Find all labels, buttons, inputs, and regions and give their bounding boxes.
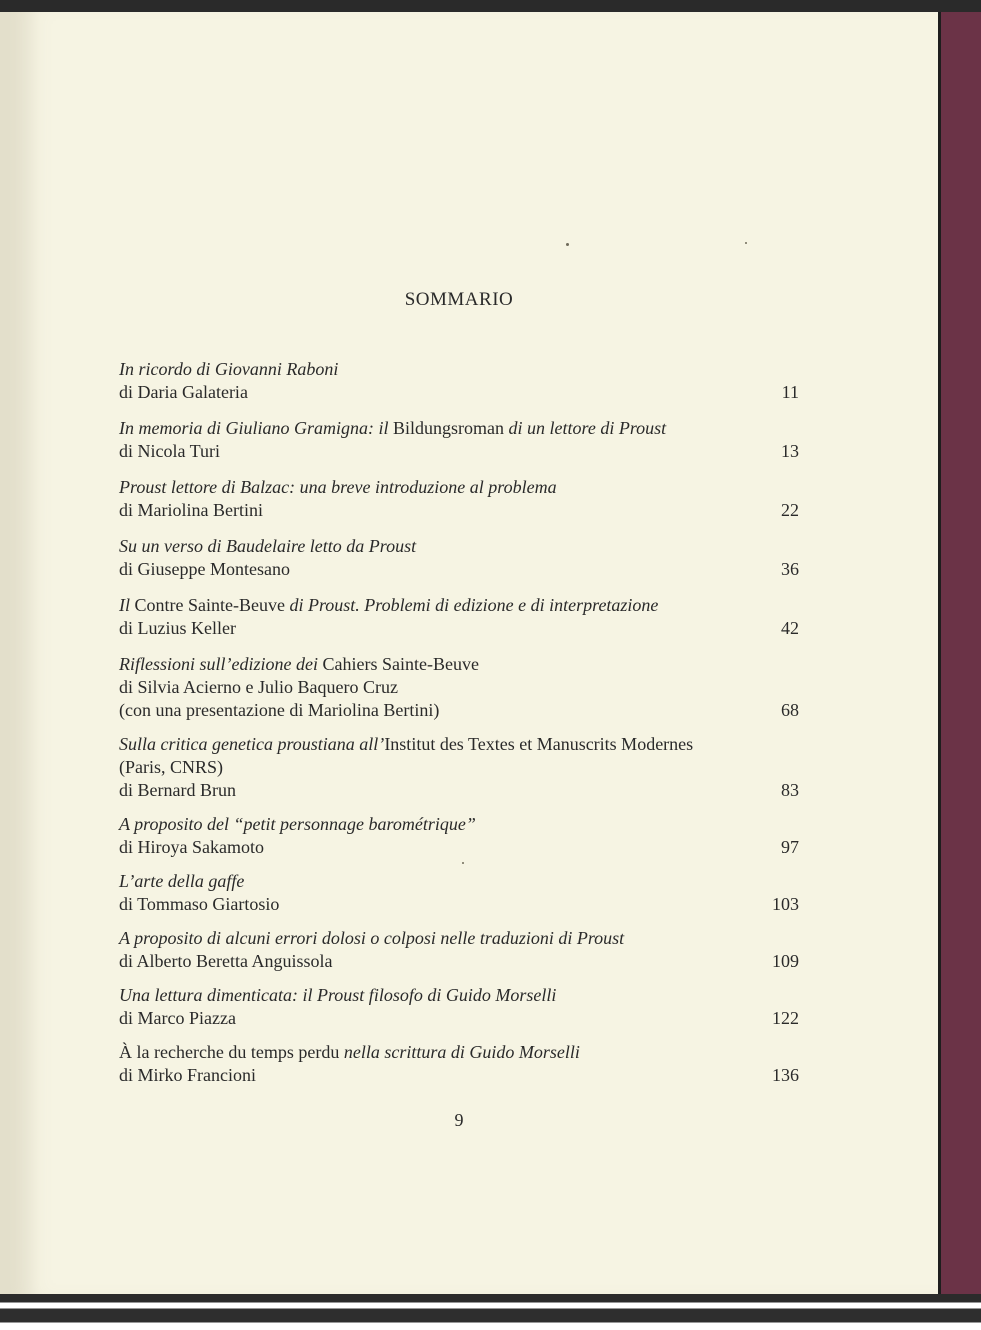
entry-page-number: 13 <box>781 441 799 461</box>
entry-title <box>119 417 799 440</box>
entry-title <box>119 870 799 893</box>
toc-entry <box>119 984 799 1030</box>
entry-title <box>119 733 799 756</box>
text-segment: Su un verso di Baudelaire letto da Proust <box>119 536 417 556</box>
entry-page-number: 136 <box>772 1065 799 1085</box>
print-speck <box>745 242 747 244</box>
text-segment: di Luzius Keller <box>119 618 236 638</box>
text-segment: Institut des Textes et Manuscrits Modernes <box>384 734 694 754</box>
entry-page-number: 42 <box>781 618 799 638</box>
entry-author <box>119 381 799 404</box>
top-binding-edge <box>0 0 981 12</box>
entry-author <box>119 676 799 699</box>
toc-entry <box>119 870 799 916</box>
text-segment: Cahiers Sainte-Beuve <box>322 654 479 674</box>
text-segment: di Daria Galateria <box>119 382 248 402</box>
entry-page-number: 103 <box>772 894 799 914</box>
entry-title <box>119 358 799 381</box>
entry-author <box>119 836 799 859</box>
entry-page-number: 83 <box>781 780 799 800</box>
toc-entry <box>119 417 799 463</box>
entry-author <box>119 617 799 640</box>
text-segment: A proposito del “petit personnage barométrique” <box>119 814 476 834</box>
text-segment: di Tommaso Giartosio <box>119 894 280 914</box>
text-segment: di un lettore di Proust <box>504 418 667 438</box>
text-segment: di Bernard Brun <box>119 780 236 800</box>
entry-page-number: 97 <box>781 837 799 857</box>
table-of-contents <box>119 358 799 1087</box>
print-speck <box>566 243 569 246</box>
entry-title <box>119 984 799 1007</box>
entry-author <box>119 699 799 722</box>
toc-entry <box>119 813 799 859</box>
entry-page-number: 109 <box>772 951 799 971</box>
entry-title <box>119 813 799 836</box>
text-segment: di Nicola Turi <box>119 441 221 461</box>
text-segment: Sulla critica genetica proustiana all’ <box>119 734 385 754</box>
text-segment: di Giuseppe Montesano <box>119 559 290 579</box>
toc-entry <box>119 1041 799 1087</box>
entry-author <box>119 499 799 522</box>
toc-entry <box>119 927 799 973</box>
page-number: 9 <box>454 1110 464 1130</box>
entry-title <box>119 594 799 617</box>
text-segment: A proposito di alcuni errori dolosi o colposi nelle traduzioni di Proust <box>119 928 625 948</box>
text-segment: (con una presentazione di Mariolina Bertini) <box>119 700 440 720</box>
toc-entry <box>119 594 799 640</box>
text-segment: Proust lettore di Balzac: una breve introduzione al problema <box>119 477 557 497</box>
entry-author <box>119 558 799 581</box>
entry-author <box>119 779 799 802</box>
text-segment: Il <box>119 595 135 615</box>
text-segment: di Proust. Problemi di edizione e di interpretazione <box>284 595 659 615</box>
text-segment: di Silvia Acierno e Julio Baquero Cruz <box>119 677 398 697</box>
entry-author <box>119 1064 799 1087</box>
entry-page-number: 11 <box>781 382 799 402</box>
toc-entry <box>119 653 799 722</box>
text-segment: Una lettura dimenticata: il Proust filosofo di Guido Morselli <box>119 985 557 1005</box>
text-segment: Contre Sainte-Beuve <box>134 595 285 615</box>
background-surface <box>940 0 981 1330</box>
entry-title <box>119 535 799 558</box>
toc-entry <box>119 476 799 522</box>
text-segment: Riflessioni sull’edizione dei <box>119 654 323 674</box>
entry-author <box>119 440 799 463</box>
entry-page-number: 122 <box>772 1008 799 1028</box>
bottom-binding-edge <box>0 1294 981 1330</box>
text-segment: (Paris, CNRS) <box>119 757 224 777</box>
entry-title <box>119 927 799 950</box>
entry-page-number: 22 <box>781 500 799 520</box>
text-segment: di Mariolina Bertini <box>119 500 263 520</box>
text-segment: À la recherche du temps perdu <box>119 1042 340 1062</box>
entry-author <box>119 756 799 779</box>
text-segment: nella scrittura di Guido Morselli <box>339 1042 580 1062</box>
entry-author <box>119 1007 799 1030</box>
text-segment: di Mirko Francioni <box>119 1065 256 1085</box>
text-segment: In ricordo di Giovanni Raboni <box>119 359 339 379</box>
toc-entry <box>119 358 799 404</box>
text-segment: In memoria di Giuliano Gramigna: il <box>119 418 393 438</box>
text-segment: di Alberto Beretta Anguissola <box>119 951 333 971</box>
entry-page-number: 68 <box>781 700 799 720</box>
entry-author <box>119 893 799 916</box>
entry-author <box>119 950 799 973</box>
entry-title <box>119 653 799 676</box>
text-segment: Bildungsroman <box>393 418 504 438</box>
entry-page-number: 36 <box>781 559 799 579</box>
entry-title <box>119 476 799 499</box>
text-segment: di Hiroya Sakamoto <box>119 837 264 857</box>
text-segment: L’arte della gaffe <box>119 871 245 891</box>
page-gutter-shadow <box>0 8 40 1296</box>
page-title: SOMMARIO <box>404 289 514 310</box>
toc-entry <box>119 733 799 802</box>
text-segment: di Marco Piazza <box>119 1008 236 1028</box>
entry-title <box>119 1041 799 1064</box>
toc-entry <box>119 535 799 581</box>
